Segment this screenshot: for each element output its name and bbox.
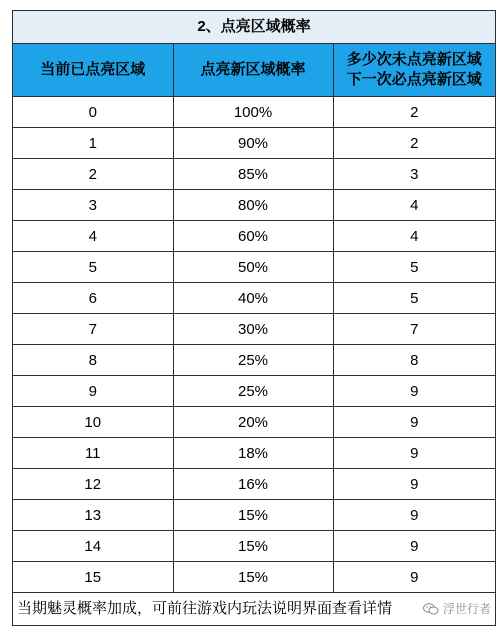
table-row [13,376,495,407]
table-row [13,469,495,500]
table-row [13,97,495,128]
cell-guarantee-count: 4 [333,190,495,221]
cell-current-lit: 7 [13,314,173,345]
cell-guarantee-count: 5 [333,252,495,283]
cell-current-lit: 6 [13,283,173,314]
cell-current-lit: 10 [13,407,173,438]
cell-guarantee-count: 4 [333,221,495,252]
table-row [13,314,495,345]
cell-guarantee-count: 9 [333,500,495,531]
cell-probability: 15% [173,531,333,562]
cell-probability: 15% [173,500,333,531]
watermark [419,593,491,625]
cell-current-lit: 0 [13,97,173,128]
cell-guarantee-count: 9 [333,562,495,593]
probability-table [13,44,495,593]
cell-probability: 25% [173,345,333,376]
cell-probability: 40% [173,283,333,314]
cell-current-lit: 4 [13,221,173,252]
cell-guarantee-count: 9 [333,531,495,562]
cell-probability: 90% [173,128,333,159]
cell-probability: 18% [173,438,333,469]
cell-guarantee-count: 9 [333,407,495,438]
header-guarantee-count: 多少次未点亮新区域 下一次必点亮新区域 [333,44,495,97]
cell-current-lit: 14 [13,531,173,562]
cell-guarantee-count: 2 [333,128,495,159]
table-row [13,438,495,469]
cell-probability: 100% [173,97,333,128]
header-row [13,44,495,97]
cell-guarantee-count: 9 [333,469,495,500]
cell-probability: 50% [173,252,333,283]
cell-guarantee-count: 2 [333,97,495,128]
table-row [13,190,495,221]
cell-probability: 16% [173,469,333,500]
cell-guarantee-count: 8 [333,345,495,376]
cell-guarantee-count: 3 [333,159,495,190]
table-row [13,500,495,531]
table-row [13,283,495,314]
table-row [13,407,495,438]
footer-text: 当期魅灵概率加成，可前往游戏内玩法说明界面查看详情 [17,600,393,617]
cell-guarantee-count: 9 [333,376,495,407]
cell-current-lit: 5 [13,252,173,283]
cell-current-lit: 12 [13,469,173,500]
cell-probability: 15% [173,562,333,593]
table-row [13,562,495,593]
cell-probability: 30% [173,314,333,345]
cell-probability: 20% [173,407,333,438]
cell-guarantee-count: 9 [333,438,495,469]
cell-current-lit: 8 [13,345,173,376]
table-row [13,252,495,283]
table-row [13,531,495,562]
cell-current-lit: 2 [13,159,173,190]
footer-note [13,593,495,625]
table-row [13,159,495,190]
cell-current-lit: 13 [13,500,173,531]
probability-table-frame [12,10,496,626]
table-row [13,221,495,252]
cell-probability: 85% [173,159,333,190]
cell-probability: 80% [173,190,333,221]
table-body [13,97,495,593]
table-row [13,345,495,376]
cell-guarantee-count: 5 [333,283,495,314]
wechat-icon [423,603,439,615]
table-row [13,128,495,159]
cell-probability: 60% [173,221,333,252]
watermark-text: 浮世行者 [442,602,491,616]
cell-current-lit: 15 [13,562,173,593]
cell-probability: 25% [173,376,333,407]
table-title: 2、点亮区域概率 [13,11,495,44]
header-current-lit: 当前已点亮区域 [13,44,173,97]
cell-current-lit: 11 [13,438,173,469]
cell-current-lit: 1 [13,128,173,159]
header-new-area-probability: 点亮新区域概率 [173,44,333,97]
cell-current-lit: 9 [13,376,173,407]
cell-guarantee-count: 7 [333,314,495,345]
cell-current-lit: 3 [13,190,173,221]
